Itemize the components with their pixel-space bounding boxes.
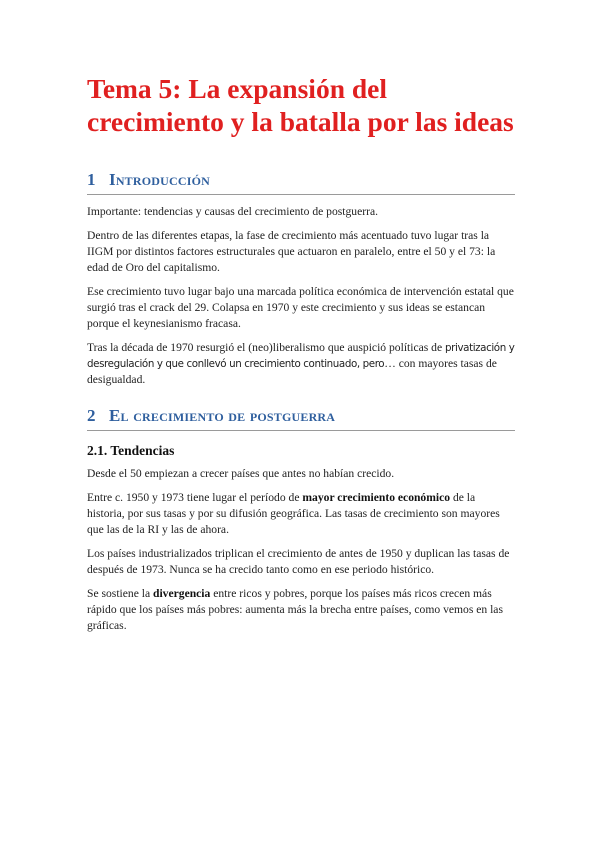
document-content — [87, 72, 515, 642]
paragraph-text: de la historia, por sus tasas y por su difusión geográfica. Las tasas de crecimiento son mayores que las de la RI y las de ahora. — [87, 491, 500, 536]
section-heading-introduccion — [87, 170, 515, 195]
paragraph — [87, 586, 515, 634]
paragraph: Dentro de las diferentes etapas, la fase de crecimiento más acentuado tuvo lugar tras la IIGM por distintos factores estructurales que actuaron en paralelo, entre el 50 y el 73: la edad de Oro del capitalismo. — [87, 229, 496, 274]
paragraph-text-sans: privatización y desregulación y que conllevó un crecimiento continuado, pero — [87, 342, 515, 370]
section-body-introduccion — [87, 204, 515, 388]
paragraph-text: Entre c. 1950 y 1973 tiene lugar el período de — [87, 491, 303, 504]
paragraph — [87, 340, 515, 388]
section-title: Introducción — [109, 170, 211, 189]
section-number: 2 — [87, 406, 96, 425]
paragraph — [87, 490, 515, 538]
section-title: El crecimiento de postguerra — [109, 406, 336, 425]
document-title: Tema 5: La expansión del crecimiento y la batalla por las ideas — [87, 73, 514, 137]
section-heading-crecimiento-postguerra — [87, 406, 515, 431]
paragraph-text: Tras la década de 1970 resurgió el (neo)liberalismo que auspició políticas de — [87, 341, 446, 354]
paragraph-text: Se sostiene la — [87, 587, 154, 600]
paragraph: Ese crecimiento tuvo lugar bajo una marcada política económica de intervención estatal que surgió tras el crack del 29. Colapsa en 1970 y este crecimiento y sus ideas se estancan porque el keynesianismo fracasa. — [87, 285, 514, 330]
paragraph: Los países industrializados triplican el crecimiento de antes de 1950 y duplican las tasas de después de 1973. Nunca se ha crecido tanto como en ese periodo histórico. — [87, 547, 510, 576]
section-number: 1 — [87, 170, 96, 189]
paragraph: Importante: tendencias y causas del crecimiento de postguerra. — [87, 205, 379, 218]
subsection-body-tendencias — [87, 466, 515, 634]
paragraph: Desde el 50 empiezan a crecer países que antes no habían crecido. — [87, 467, 395, 480]
paragraph-text: entre ricos y pobres, porque los países más ricos crecen más rápido que los países más pobres: aumenta más la brecha entre países, como vemos en las gráficas. — [87, 587, 503, 632]
bold-text: mayor crecimiento económico — [302, 491, 451, 504]
subsection-heading-tendencias: 2.1. Tendencias — [87, 443, 175, 458]
paragraph-text: … con mayores tasas de desigualdad. — [87, 357, 497, 386]
bold-text: divergencia — [153, 587, 211, 600]
